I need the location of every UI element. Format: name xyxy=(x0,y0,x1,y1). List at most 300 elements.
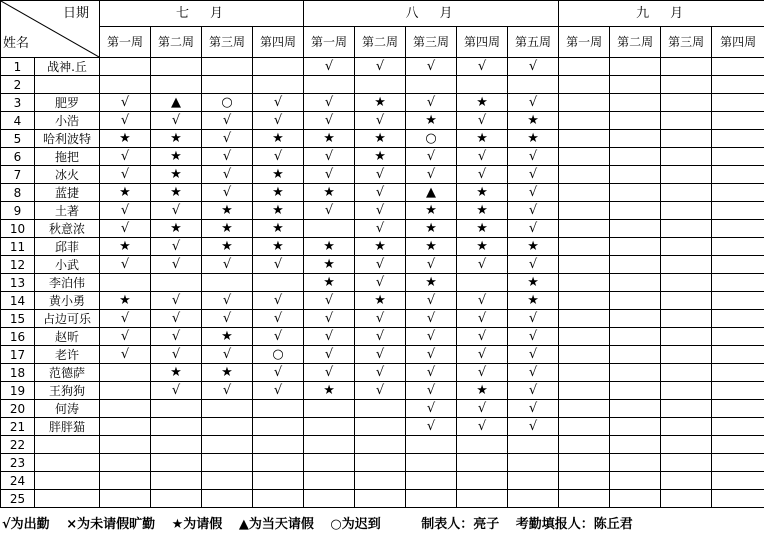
attendance-cell[interactable] xyxy=(559,292,610,310)
attendance-cell[interactable]: ★ xyxy=(457,202,508,220)
attendance-cell[interactable]: ○ xyxy=(253,346,304,364)
attendance-cell[interactable]: √ xyxy=(355,382,406,400)
attendance-cell[interactable]: √ xyxy=(253,94,304,112)
attendance-cell[interactable] xyxy=(559,382,610,400)
attendance-cell[interactable] xyxy=(712,184,764,202)
row-number-cell[interactable]: 13 xyxy=(1,274,35,292)
attendance-cell[interactable]: ★ xyxy=(202,238,253,256)
attendance-cell[interactable] xyxy=(712,256,764,274)
attendance-cell[interactable]: ★ xyxy=(355,238,406,256)
name-cell[interactable] xyxy=(35,472,100,490)
attendance-cell[interactable]: √ xyxy=(151,382,202,400)
attendance-cell[interactable] xyxy=(151,400,202,418)
attendance-cell[interactable] xyxy=(610,94,661,112)
attendance-cell[interactable]: √ xyxy=(100,220,151,238)
row-number-cell[interactable]: 25 xyxy=(1,490,35,508)
attendance-cell[interactable] xyxy=(304,220,355,238)
attendance-cell[interactable] xyxy=(712,346,764,364)
attendance-cell[interactable]: ★ xyxy=(202,364,253,382)
attendance-cell[interactable]: √ xyxy=(406,364,457,382)
attendance-cell[interactable]: √ xyxy=(457,328,508,346)
row-number-cell[interactable]: 5 xyxy=(1,130,35,148)
attendance-cell[interactable] xyxy=(661,364,712,382)
week-header-cell[interactable]: 第四周 xyxy=(457,27,508,58)
attendance-cell[interactable] xyxy=(712,472,764,490)
attendance-cell[interactable] xyxy=(712,292,764,310)
attendance-cell[interactable] xyxy=(355,436,406,454)
month-july-header[interactable]: 七 月 xyxy=(100,1,304,27)
attendance-cell[interactable]: ★ xyxy=(304,382,355,400)
attendance-cell[interactable] xyxy=(406,454,457,472)
attendance-cell[interactable]: ▲ xyxy=(406,184,457,202)
attendance-cell[interactable] xyxy=(610,310,661,328)
attendance-cell[interactable] xyxy=(355,76,406,94)
name-cell[interactable]: 范德萨 xyxy=(35,364,100,382)
attendance-cell[interactable]: √ xyxy=(406,94,457,112)
attendance-cell[interactable] xyxy=(559,490,610,508)
attendance-cell[interactable] xyxy=(457,454,508,472)
attendance-cell[interactable] xyxy=(100,454,151,472)
name-cell[interactable] xyxy=(35,76,100,94)
attendance-cell[interactable] xyxy=(661,256,712,274)
row-number-cell[interactable]: 1 xyxy=(1,58,35,76)
attendance-cell[interactable] xyxy=(151,454,202,472)
attendance-cell[interactable]: ★ xyxy=(304,130,355,148)
attendance-cell[interactable]: √ xyxy=(457,346,508,364)
attendance-cell[interactable] xyxy=(559,346,610,364)
attendance-cell[interactable] xyxy=(661,436,712,454)
attendance-cell[interactable] xyxy=(559,76,610,94)
week-header-cell[interactable]: 第五周 xyxy=(508,27,559,58)
row-number-cell[interactable]: 11 xyxy=(1,238,35,256)
name-cell[interactable] xyxy=(35,490,100,508)
attendance-cell[interactable] xyxy=(712,364,764,382)
attendance-cell[interactable] xyxy=(253,418,304,436)
attendance-cell[interactable] xyxy=(610,166,661,184)
attendance-cell[interactable] xyxy=(712,58,764,76)
name-cell[interactable]: 拖把 xyxy=(35,148,100,166)
attendance-cell[interactable] xyxy=(661,382,712,400)
row-number-cell[interactable]: 17 xyxy=(1,346,35,364)
name-cell[interactable]: 占边可乐 xyxy=(35,310,100,328)
attendance-cell[interactable]: ★ xyxy=(508,238,559,256)
attendance-cell[interactable] xyxy=(253,274,304,292)
attendance-cell[interactable] xyxy=(712,148,764,166)
attendance-cell[interactable] xyxy=(253,400,304,418)
attendance-cell[interactable] xyxy=(304,418,355,436)
attendance-cell[interactable]: √ xyxy=(355,346,406,364)
attendance-cell[interactable]: √ xyxy=(202,112,253,130)
attendance-cell[interactable] xyxy=(559,202,610,220)
attendance-cell[interactable]: √ xyxy=(304,310,355,328)
week-header-cell[interactable]: 第三周 xyxy=(661,27,712,58)
attendance-cell[interactable]: ★ xyxy=(355,94,406,112)
week-header-cell[interactable]: 第一周 xyxy=(100,27,151,58)
attendance-cell[interactable]: ★ xyxy=(508,112,559,130)
attendance-cell[interactable] xyxy=(712,220,764,238)
attendance-cell[interactable]: √ xyxy=(304,112,355,130)
attendance-cell[interactable]: ★ xyxy=(100,292,151,310)
attendance-cell[interactable] xyxy=(406,436,457,454)
attendance-cell[interactable] xyxy=(202,274,253,292)
attendance-cell[interactable] xyxy=(559,58,610,76)
attendance-cell[interactable]: ★ xyxy=(253,202,304,220)
name-cell[interactable]: 小武 xyxy=(35,256,100,274)
attendance-cell[interactable]: √ xyxy=(355,58,406,76)
month-september-header[interactable]: 九 月 xyxy=(559,1,764,27)
attendance-cell[interactable] xyxy=(457,472,508,490)
attendance-cell[interactable] xyxy=(151,436,202,454)
attendance-cell[interactable]: √ xyxy=(508,94,559,112)
attendance-cell[interactable] xyxy=(712,238,764,256)
attendance-cell[interactable] xyxy=(559,256,610,274)
attendance-cell[interactable]: ★ xyxy=(151,166,202,184)
attendance-cell[interactable] xyxy=(661,130,712,148)
attendance-cell[interactable]: √ xyxy=(304,292,355,310)
row-number-cell[interactable]: 2 xyxy=(1,76,35,94)
attendance-cell[interactable]: √ xyxy=(151,238,202,256)
name-cell[interactable]: 肥罗 xyxy=(35,94,100,112)
attendance-cell[interactable] xyxy=(100,76,151,94)
attendance-cell[interactable]: √ xyxy=(457,112,508,130)
attendance-cell[interactable]: ★ xyxy=(304,238,355,256)
row-number-cell[interactable]: 18 xyxy=(1,364,35,382)
attendance-cell[interactable] xyxy=(610,418,661,436)
attendance-cell[interactable] xyxy=(304,490,355,508)
attendance-cell[interactable]: ★ xyxy=(253,184,304,202)
attendance-cell[interactable]: √ xyxy=(355,256,406,274)
attendance-cell[interactable] xyxy=(610,400,661,418)
attendance-cell[interactable] xyxy=(202,58,253,76)
attendance-cell[interactable] xyxy=(202,418,253,436)
attendance-cell[interactable] xyxy=(661,418,712,436)
attendance-cell[interactable] xyxy=(151,76,202,94)
attendance-cell[interactable] xyxy=(100,58,151,76)
attendance-cell[interactable] xyxy=(100,472,151,490)
attendance-cell[interactable] xyxy=(559,472,610,490)
name-cell[interactable] xyxy=(35,454,100,472)
attendance-cell[interactable]: √ xyxy=(202,382,253,400)
attendance-cell[interactable]: √ xyxy=(355,202,406,220)
attendance-cell[interactable]: √ xyxy=(508,58,559,76)
attendance-cell[interactable] xyxy=(151,472,202,490)
attendance-cell[interactable]: √ xyxy=(151,346,202,364)
attendance-cell[interactable]: √ xyxy=(202,310,253,328)
attendance-cell[interactable]: √ xyxy=(151,256,202,274)
attendance-cell[interactable] xyxy=(661,328,712,346)
attendance-cell[interactable] xyxy=(559,310,610,328)
attendance-cell[interactable] xyxy=(253,454,304,472)
attendance-cell[interactable] xyxy=(661,400,712,418)
row-number-cell[interactable]: 21 xyxy=(1,418,35,436)
attendance-cell[interactable]: √ xyxy=(457,418,508,436)
attendance-cell[interactable]: √ xyxy=(202,292,253,310)
attendance-cell[interactable] xyxy=(100,364,151,382)
attendance-cell[interactable] xyxy=(661,76,712,94)
attendance-cell[interactable]: √ xyxy=(355,220,406,238)
attendance-cell[interactable]: ★ xyxy=(304,256,355,274)
attendance-cell[interactable] xyxy=(610,346,661,364)
attendance-cell[interactable]: ★ xyxy=(355,292,406,310)
attendance-cell[interactable] xyxy=(559,328,610,346)
name-cell[interactable]: 王狗狗 xyxy=(35,382,100,400)
attendance-cell[interactable] xyxy=(610,184,661,202)
attendance-cell[interactable]: √ xyxy=(100,328,151,346)
attendance-cell[interactable] xyxy=(202,472,253,490)
attendance-cell[interactable] xyxy=(253,76,304,94)
attendance-cell[interactable] xyxy=(559,274,610,292)
attendance-cell[interactable]: √ xyxy=(304,94,355,112)
attendance-cell[interactable]: √ xyxy=(508,328,559,346)
attendance-cell[interactable]: √ xyxy=(151,202,202,220)
attendance-cell[interactable] xyxy=(508,472,559,490)
attendance-cell[interactable]: ★ xyxy=(457,382,508,400)
row-number-cell[interactable]: 12 xyxy=(1,256,35,274)
attendance-cell[interactable]: √ xyxy=(253,364,304,382)
attendance-cell[interactable] xyxy=(712,112,764,130)
attendance-cell[interactable]: √ xyxy=(508,220,559,238)
week-header-cell[interactable]: 第三周 xyxy=(202,27,253,58)
row-number-cell[interactable]: 4 xyxy=(1,112,35,130)
attendance-cell[interactable] xyxy=(457,436,508,454)
attendance-cell[interactable] xyxy=(559,418,610,436)
attendance-cell[interactable] xyxy=(355,418,406,436)
attendance-cell[interactable] xyxy=(304,400,355,418)
attendance-cell[interactable]: √ xyxy=(100,94,151,112)
attendance-cell[interactable] xyxy=(406,472,457,490)
attendance-cell[interactable]: √ xyxy=(202,184,253,202)
attendance-cell[interactable]: √ xyxy=(355,112,406,130)
attendance-cell[interactable]: √ xyxy=(355,184,406,202)
attendance-cell[interactable] xyxy=(100,436,151,454)
attendance-cell[interactable]: √ xyxy=(508,202,559,220)
attendance-cell[interactable] xyxy=(661,472,712,490)
attendance-cell[interactable]: ○ xyxy=(202,94,253,112)
attendance-cell[interactable] xyxy=(712,490,764,508)
attendance-cell[interactable]: √ xyxy=(151,310,202,328)
attendance-cell[interactable] xyxy=(406,490,457,508)
week-header-cell[interactable]: 第四周 xyxy=(253,27,304,58)
attendance-cell[interactable]: √ xyxy=(406,310,457,328)
attendance-cell[interactable] xyxy=(610,382,661,400)
attendance-cell[interactable] xyxy=(661,58,712,76)
attendance-cell[interactable]: √ xyxy=(304,364,355,382)
attendance-cell[interactable]: √ xyxy=(457,166,508,184)
attendance-cell[interactable] xyxy=(712,418,764,436)
attendance-cell[interactable] xyxy=(661,310,712,328)
name-cell[interactable]: 战神.丘 xyxy=(35,58,100,76)
attendance-cell[interactable]: √ xyxy=(508,184,559,202)
attendance-cell[interactable] xyxy=(712,202,764,220)
attendance-cell[interactable]: √ xyxy=(304,148,355,166)
attendance-cell[interactable] xyxy=(100,418,151,436)
attendance-cell[interactable] xyxy=(406,76,457,94)
attendance-cell[interactable] xyxy=(712,274,764,292)
row-number-cell[interactable]: 20 xyxy=(1,400,35,418)
row-number-cell[interactable]: 22 xyxy=(1,436,35,454)
attendance-cell[interactable]: ★ xyxy=(406,112,457,130)
attendance-cell[interactable]: √ xyxy=(406,382,457,400)
attendance-cell[interactable]: √ xyxy=(508,364,559,382)
name-cell[interactable]: 赵昕 xyxy=(35,328,100,346)
attendance-cell[interactable]: √ xyxy=(202,346,253,364)
row-number-cell[interactable]: 14 xyxy=(1,292,35,310)
attendance-cell[interactable]: √ xyxy=(406,58,457,76)
attendance-cell[interactable]: ★ xyxy=(202,202,253,220)
attendance-cell[interactable] xyxy=(610,472,661,490)
week-header-cell[interactable]: 第二周 xyxy=(355,27,406,58)
attendance-cell[interactable]: √ xyxy=(304,346,355,364)
attendance-cell[interactable]: √ xyxy=(508,166,559,184)
attendance-cell[interactable] xyxy=(559,238,610,256)
name-cell[interactable]: 老许 xyxy=(35,346,100,364)
attendance-cell[interactable]: √ xyxy=(253,148,304,166)
attendance-cell[interactable]: ▲ xyxy=(151,94,202,112)
attendance-cell[interactable]: ★ xyxy=(508,274,559,292)
attendance-cell[interactable]: ★ xyxy=(253,220,304,238)
attendance-cell[interactable]: ★ xyxy=(304,274,355,292)
row-number-cell[interactable]: 10 xyxy=(1,220,35,238)
attendance-cell[interactable]: ★ xyxy=(508,130,559,148)
attendance-cell[interactable] xyxy=(508,490,559,508)
attendance-cell[interactable] xyxy=(559,166,610,184)
attendance-cell[interactable]: √ xyxy=(100,148,151,166)
attendance-cell[interactable]: √ xyxy=(202,148,253,166)
attendance-cell[interactable]: √ xyxy=(406,256,457,274)
attendance-cell[interactable] xyxy=(712,166,764,184)
attendance-cell[interactable] xyxy=(355,490,406,508)
attendance-cell[interactable]: ★ xyxy=(304,184,355,202)
attendance-cell[interactable] xyxy=(559,148,610,166)
attendance-cell[interactable] xyxy=(508,76,559,94)
row-number-cell[interactable]: 24 xyxy=(1,472,35,490)
attendance-cell[interactable] xyxy=(559,400,610,418)
attendance-cell[interactable]: ★ xyxy=(151,220,202,238)
attendance-cell[interactable] xyxy=(559,364,610,382)
week-header-cell[interactable]: 第一周 xyxy=(304,27,355,58)
row-number-cell[interactable]: 15 xyxy=(1,310,35,328)
attendance-cell[interactable]: √ xyxy=(100,310,151,328)
attendance-cell[interactable] xyxy=(559,184,610,202)
attendance-cell[interactable] xyxy=(304,76,355,94)
attendance-cell[interactable]: √ xyxy=(508,382,559,400)
attendance-cell[interactable]: √ xyxy=(508,346,559,364)
attendance-cell[interactable] xyxy=(355,472,406,490)
attendance-cell[interactable] xyxy=(712,94,764,112)
attendance-cell[interactable]: √ xyxy=(406,400,457,418)
attendance-cell[interactable] xyxy=(610,76,661,94)
attendance-cell[interactable] xyxy=(712,328,764,346)
attendance-cell[interactable]: ★ xyxy=(457,184,508,202)
attendance-cell[interactable] xyxy=(610,490,661,508)
attendance-cell[interactable]: √ xyxy=(508,400,559,418)
attendance-cell[interactable] xyxy=(253,58,304,76)
attendance-cell[interactable]: √ xyxy=(457,256,508,274)
attendance-cell[interactable] xyxy=(610,58,661,76)
attendance-cell[interactable] xyxy=(661,292,712,310)
attendance-cell[interactable]: ★ xyxy=(406,238,457,256)
attendance-cell[interactable] xyxy=(355,454,406,472)
attendance-cell[interactable] xyxy=(610,328,661,346)
attendance-cell[interactable] xyxy=(610,436,661,454)
attendance-cell[interactable]: √ xyxy=(202,256,253,274)
attendance-cell[interactable] xyxy=(610,202,661,220)
attendance-cell[interactable] xyxy=(559,112,610,130)
name-cell[interactable]: 李泊伟 xyxy=(35,274,100,292)
attendance-cell[interactable]: √ xyxy=(100,256,151,274)
month-august-header[interactable]: 八 月 xyxy=(304,1,559,27)
attendance-cell[interactable]: ★ xyxy=(355,148,406,166)
attendance-cell[interactable]: ★ xyxy=(457,130,508,148)
attendance-cell[interactable]: √ xyxy=(355,310,406,328)
row-number-cell[interactable]: 7 xyxy=(1,166,35,184)
attendance-cell[interactable] xyxy=(559,130,610,148)
name-cell[interactable]: 土著 xyxy=(35,202,100,220)
attendance-cell[interactable]: √ xyxy=(406,166,457,184)
attendance-cell[interactable]: √ xyxy=(304,166,355,184)
attendance-cell[interactable]: √ xyxy=(406,346,457,364)
attendance-cell[interactable] xyxy=(202,436,253,454)
attendance-cell[interactable] xyxy=(202,490,253,508)
attendance-cell[interactable] xyxy=(610,130,661,148)
name-cell[interactable]: 蓝捷 xyxy=(35,184,100,202)
attendance-cell[interactable] xyxy=(712,436,764,454)
attendance-cell[interactable] xyxy=(661,184,712,202)
attendance-cell[interactable] xyxy=(610,292,661,310)
attendance-cell[interactable]: √ xyxy=(355,274,406,292)
week-header-cell[interactable]: 第三周 xyxy=(406,27,457,58)
attendance-cell[interactable] xyxy=(610,112,661,130)
name-cell[interactable]: 秋意浓 xyxy=(35,220,100,238)
name-cell[interactable]: 黄小勇 xyxy=(35,292,100,310)
attendance-cell[interactable] xyxy=(610,256,661,274)
attendance-cell[interactable] xyxy=(559,436,610,454)
attendance-cell[interactable] xyxy=(100,490,151,508)
attendance-cell[interactable] xyxy=(661,148,712,166)
row-number-cell[interactable]: 3 xyxy=(1,94,35,112)
attendance-cell[interactable]: ★ xyxy=(508,292,559,310)
attendance-cell[interactable]: √ xyxy=(253,328,304,346)
attendance-cell[interactable]: √ xyxy=(151,112,202,130)
attendance-cell[interactable] xyxy=(559,94,610,112)
attendance-cell[interactable]: √ xyxy=(202,130,253,148)
attendance-cell[interactable]: √ xyxy=(100,166,151,184)
attendance-cell[interactable] xyxy=(610,274,661,292)
attendance-cell[interactable] xyxy=(253,472,304,490)
attendance-cell[interactable] xyxy=(457,274,508,292)
attendance-cell[interactable]: √ xyxy=(304,328,355,346)
name-cell[interactable] xyxy=(35,436,100,454)
attendance-cell[interactable]: ○ xyxy=(406,130,457,148)
attendance-cell[interactable]: √ xyxy=(457,310,508,328)
attendance-cell[interactable] xyxy=(610,364,661,382)
attendance-cell[interactable]: √ xyxy=(406,292,457,310)
attendance-cell[interactable] xyxy=(202,400,253,418)
attendance-cell[interactable]: √ xyxy=(508,148,559,166)
attendance-cell[interactable]: √ xyxy=(508,256,559,274)
attendance-cell[interactable] xyxy=(712,130,764,148)
attendance-cell[interactable] xyxy=(661,274,712,292)
row-number-cell[interactable]: 8 xyxy=(1,184,35,202)
attendance-cell[interactable] xyxy=(661,166,712,184)
attendance-cell[interactable] xyxy=(100,400,151,418)
attendance-cell[interactable]: ★ xyxy=(406,202,457,220)
attendance-cell[interactable]: ★ xyxy=(253,166,304,184)
row-number-cell[interactable]: 16 xyxy=(1,328,35,346)
attendance-cell[interactable]: ★ xyxy=(406,220,457,238)
attendance-cell[interactable]: √ xyxy=(253,382,304,400)
attendance-cell[interactable] xyxy=(661,490,712,508)
